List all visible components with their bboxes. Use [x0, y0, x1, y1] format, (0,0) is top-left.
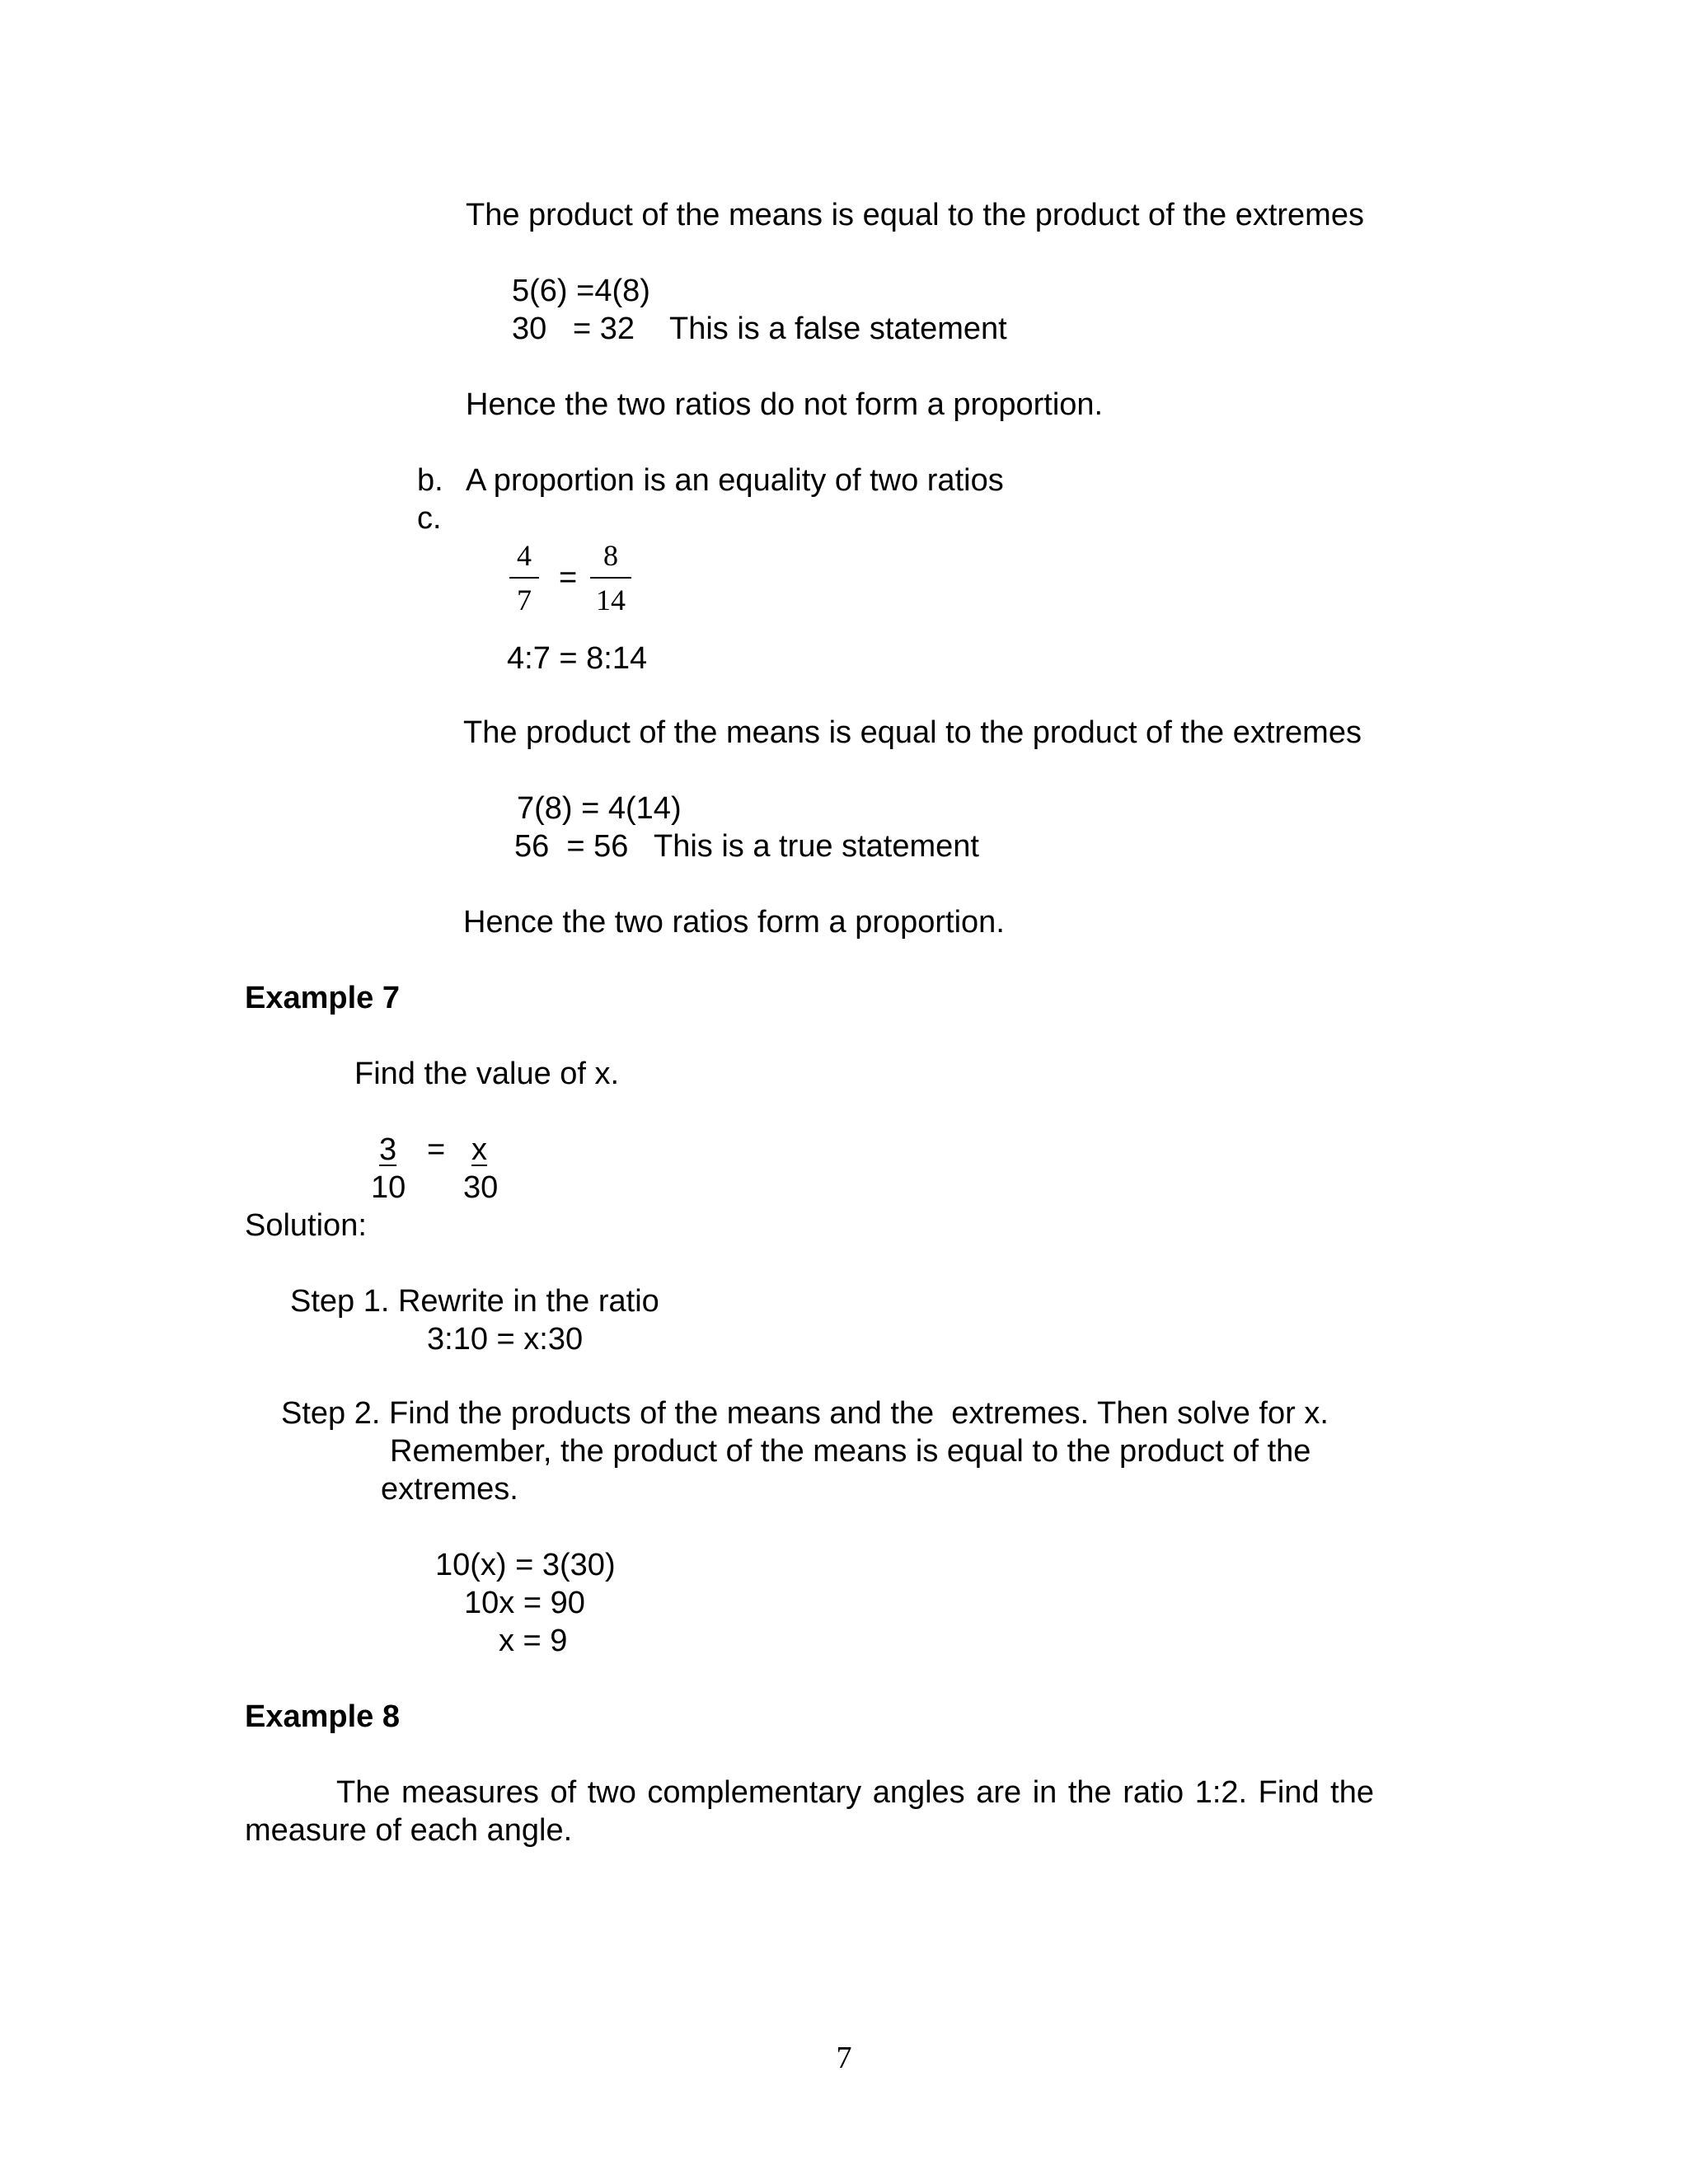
product-rule-text: The product of the means is equal to the product of the extremes: [466, 198, 1364, 232]
conclusion-text: Hence the two ratios form a proportion.: [463, 905, 1005, 940]
fraction-bar: [590, 577, 631, 579]
example-7-heading: Example 7: [245, 981, 400, 1015]
work-line: 10(x) = 3(30): [435, 1548, 616, 1582]
fraction-numerator: 8: [603, 539, 618, 572]
ratio-equation: 4:7 = 8:14: [507, 641, 648, 676]
fraction-4-7: [509, 537, 539, 618]
equals-sign: =: [427, 1132, 446, 1167]
product-rule-text: The product of the means is equal to the product of the extremes: [463, 715, 1362, 750]
equation-line: 56 = 56: [514, 829, 629, 864]
equals-sign: =: [559, 560, 578, 595]
step-1-title: Step 1. Rewrite in the ratio: [290, 1284, 659, 1319]
fraction-bar: [509, 577, 539, 579]
fraction-8-14: [590, 537, 631, 618]
work-line: 10x = 90: [464, 1586, 585, 1620]
equation-line: 7(8) = 4(14): [517, 791, 682, 826]
step-2-line: Remember, the product of the means is equal to the product of the: [390, 1434, 1311, 1469]
equation-line: 30 = 32: [512, 312, 635, 346]
equation-line: 5(6) =4(8): [512, 274, 650, 308]
problem-text: measure of each angle.: [245, 1813, 573, 1848]
step-2-line: Step 2. Find the products of the means and the extremes. Then solve for x.: [281, 1396, 1329, 1431]
fraction-denominator: 10: [371, 1170, 406, 1205]
example-8-heading: Example 8: [245, 1699, 400, 1734]
step-2-line: extremes.: [381, 1472, 518, 1507]
conclusion-text: Hence the two ratios do not form a proportion.: [466, 387, 1104, 422]
definition-text: A proportion is an equality of two ratios: [466, 463, 1004, 498]
equation-note: This is a false statement: [669, 312, 1007, 346]
list-marker-c: c.: [417, 501, 442, 536]
fraction-numerator: 4: [517, 539, 532, 572]
list-marker-b: b.: [417, 463, 443, 498]
fraction-denominator: 30: [463, 1170, 499, 1205]
fraction-denominator: 14: [596, 583, 626, 616]
step-1-ratio: 3:10 = x:30: [427, 1322, 584, 1357]
fraction-numerator: 3: [379, 1132, 397, 1167]
solution-label: Solution:: [245, 1208, 367, 1243]
problem-text: The measures of two complementary angles are in the ratio 1:2. Find the: [336, 1775, 1374, 1810]
equation-note: This is a true statement: [654, 829, 979, 864]
problem-prompt: Find the value of x.: [354, 1057, 620, 1091]
fraction-denominator: 7: [517, 583, 532, 616]
page-number: 7: [836, 2041, 852, 2075]
fraction-numerator: x: [471, 1132, 487, 1167]
work-line: x = 9: [499, 1624, 568, 1658]
